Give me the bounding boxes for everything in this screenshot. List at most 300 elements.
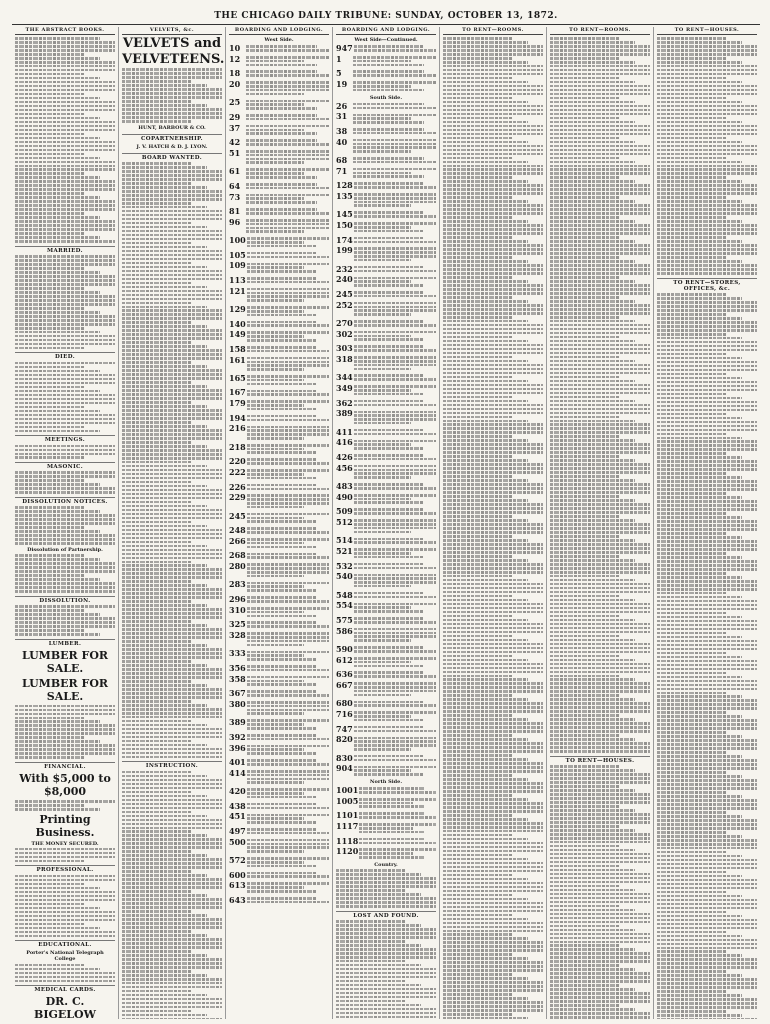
- print-line: [122, 644, 207, 647]
- print-line: [246, 219, 329, 222]
- print-line: [550, 168, 650, 171]
- print-line: [550, 408, 650, 411]
- print-line: [657, 962, 757, 965]
- print-line: [246, 227, 329, 230]
- print-line: [247, 299, 305, 302]
- print-line: [550, 571, 650, 574]
- print-line: [354, 704, 436, 707]
- print-line: [246, 143, 329, 146]
- print-line: [122, 874, 207, 877]
- print-line: [354, 349, 436, 352]
- print-line: [15, 915, 115, 918]
- print-line: [443, 451, 543, 454]
- print-line: [443, 204, 543, 207]
- print-line: [657, 49, 757, 52]
- print-line: [657, 923, 757, 926]
- print-line: [443, 208, 543, 211]
- print-line: [246, 230, 304, 233]
- print-line: [443, 117, 513, 120]
- print-line: [122, 728, 222, 731]
- print-line: [122, 910, 192, 913]
- print-line: [246, 70, 317, 73]
- listing-item: [229, 374, 329, 387]
- listing-item: [229, 261, 329, 274]
- print-line: [336, 889, 406, 892]
- print-line: [354, 182, 424, 185]
- print-line: [122, 830, 192, 833]
- print-line: [550, 137, 620, 140]
- print-line: [15, 422, 115, 425]
- print-line: [550, 547, 650, 550]
- print-line: [657, 113, 757, 116]
- print-line: [15, 283, 115, 286]
- print-line: [443, 957, 528, 960]
- print-line: [15, 69, 115, 72]
- print-line: [354, 671, 424, 674]
- print-line: [550, 769, 635, 772]
- print-line: [443, 937, 528, 940]
- print-line: [122, 417, 222, 420]
- print-line: [122, 716, 222, 719]
- print-line: [443, 882, 543, 885]
- print-line: [443, 714, 513, 717]
- print-line: [657, 1018, 757, 1019]
- print-line: [246, 81, 329, 84]
- print-line: [443, 487, 543, 490]
- print-line: [246, 60, 304, 63]
- listing-number: 280: [229, 561, 246, 572]
- listing-number: 456: [336, 462, 353, 473]
- print-line: [15, 220, 115, 223]
- print-line: [122, 333, 222, 336]
- print-line: [550, 224, 650, 227]
- listing-number: 349: [336, 383, 353, 394]
- listing-item: [229, 802, 329, 811]
- print-line: [336, 944, 421, 947]
- print-line: [122, 465, 207, 468]
- print-line: [15, 911, 115, 914]
- print-line: [657, 819, 757, 822]
- print-line: [657, 811, 727, 814]
- print-line: [443, 268, 543, 271]
- print-line: [15, 188, 115, 191]
- print-line: [122, 353, 222, 356]
- print-line: [336, 988, 436, 991]
- print-line: [443, 973, 513, 976]
- print-line: [550, 204, 650, 207]
- print-line: [443, 647, 543, 650]
- print-line: [15, 860, 85, 863]
- print-line: [122, 202, 192, 205]
- print-line: [247, 379, 305, 382]
- print-line: [443, 340, 528, 343]
- print-line: [15, 176, 100, 179]
- print-line: [443, 981, 543, 984]
- print-line: [247, 752, 317, 755]
- print-line: [122, 838, 222, 841]
- print-line: [443, 814, 513, 817]
- print-line: [550, 467, 650, 470]
- print-line: [550, 459, 635, 462]
- listing-number: 401: [229, 757, 246, 768]
- listing-item: [229, 55, 329, 68]
- listing-item: [229, 675, 329, 688]
- print-line: [354, 309, 436, 312]
- listing-number: 26: [336, 100, 348, 111]
- print-line: [247, 527, 317, 530]
- print-line: [657, 883, 757, 886]
- print-line: [550, 192, 650, 195]
- print-line: [443, 623, 543, 626]
- print-line: [354, 393, 424, 396]
- print-line: [550, 316, 620, 319]
- print-line: [657, 313, 727, 316]
- print-line: [443, 308, 543, 311]
- print-line: [354, 186, 436, 189]
- print-line: [246, 223, 329, 226]
- print-line: [354, 247, 436, 250]
- print-line: [443, 133, 543, 136]
- masthead-title: THE CHICAGO DAILY TRIBUNE: SUNDAY, OCTOBER 13, 1872.: [214, 11, 558, 21]
- print-line: [550, 686, 650, 689]
- listing-item: [336, 138, 436, 154]
- print-line: [657, 236, 727, 239]
- print-line: [657, 117, 727, 120]
- print-line: [354, 266, 424, 269]
- print-line: [15, 382, 115, 385]
- print-line: [122, 309, 222, 312]
- print-line: [15, 331, 100, 334]
- print-line: [443, 412, 543, 415]
- print-line: [443, 969, 543, 972]
- print-line: [443, 965, 543, 968]
- print-line: [122, 576, 222, 579]
- print-line: [247, 575, 305, 578]
- print-line: [657, 879, 757, 882]
- print-line: [15, 883, 85, 886]
- print-line: [354, 577, 436, 580]
- print-line: [122, 302, 192, 305]
- listing-number: 747: [336, 723, 353, 734]
- dissolution-notices-heading: DISSOLUTION NOTICES.: [15, 497, 115, 505]
- print-line: [550, 575, 620, 578]
- print-line: [246, 187, 329, 190]
- print-line: [122, 373, 222, 376]
- print-line: [657, 692, 727, 695]
- print-line: [550, 734, 620, 737]
- print-line: [15, 49, 115, 52]
- print-line: [122, 80, 192, 83]
- listing-number: 904: [336, 763, 353, 774]
- listing-number: 1101: [336, 810, 359, 821]
- print-line: [657, 212, 757, 215]
- print-line: [15, 402, 115, 405]
- print-line: [247, 484, 317, 487]
- listing-number: 179: [229, 398, 246, 409]
- print-line: [443, 874, 513, 877]
- print-line: [657, 755, 742, 758]
- print-line: [550, 69, 650, 72]
- print-line: [122, 250, 222, 253]
- print-line: [443, 312, 543, 315]
- listing-item: [336, 754, 436, 763]
- print-line: [443, 145, 543, 148]
- print-line: [15, 510, 100, 513]
- listing-item: [229, 424, 329, 440]
- print-line: [15, 426, 85, 429]
- print-line: [247, 571, 329, 574]
- print-line: [354, 711, 436, 714]
- print-line: [550, 801, 650, 804]
- print-line: [246, 118, 329, 121]
- print-line: [657, 69, 757, 72]
- print-line: [657, 381, 757, 384]
- listing-item: [336, 710, 436, 723]
- print-line: [443, 161, 528, 164]
- print-line: [550, 877, 650, 880]
- print-line: [443, 316, 513, 319]
- print-line: [336, 1004, 421, 1007]
- print-line: [443, 356, 513, 359]
- print-line: [122, 381, 192, 384]
- print-line: [443, 471, 543, 474]
- print-line: [657, 632, 727, 635]
- print-line: [353, 175, 424, 178]
- print-line: [246, 45, 317, 48]
- print-line: [354, 523, 436, 526]
- print-line: [657, 184, 757, 187]
- print-line: [657, 65, 757, 68]
- print-line: [657, 172, 757, 175]
- print-line: [15, 582, 115, 585]
- print-line: [122, 190, 222, 193]
- print-line: [443, 806, 543, 809]
- print-line: [15, 752, 115, 755]
- print-line: [247, 437, 305, 440]
- print-line: [354, 715, 412, 718]
- print-line: [15, 168, 115, 171]
- listing-item: [229, 414, 329, 423]
- print-line: [550, 240, 635, 243]
- listing-number: 232: [336, 263, 353, 274]
- print-line: [354, 596, 436, 599]
- print-line: [657, 417, 742, 420]
- print-line: [443, 702, 543, 705]
- print-line: [122, 827, 222, 830]
- print-line: [15, 192, 85, 195]
- print-line: [122, 878, 222, 881]
- print-line: [122, 489, 222, 492]
- print-line: [443, 890, 543, 893]
- print-line: [443, 531, 543, 534]
- print-line: [247, 400, 329, 403]
- print-line: [122, 954, 207, 957]
- print-line: [122, 628, 222, 631]
- print-line: [550, 956, 650, 959]
- print-line: [657, 552, 727, 555]
- print-line: [443, 1017, 528, 1019]
- listing-number: 426: [336, 451, 353, 462]
- print-line: [443, 360, 528, 363]
- print-line: [550, 1008, 635, 1011]
- print-line: [443, 483, 543, 486]
- listing-number: 548: [336, 589, 353, 600]
- print-line: [354, 458, 436, 461]
- listing-item: [336, 507, 436, 516]
- print-line: [443, 256, 513, 259]
- print-line: [550, 929, 635, 932]
- print-line: [122, 970, 192, 973]
- print-line: [443, 599, 528, 602]
- listing-item: [229, 124, 329, 137]
- listing-number: 509: [336, 506, 353, 517]
- lumber-for-sale-1: LUMBER FOR SALE.: [21, 648, 109, 675]
- listing-item: [336, 681, 436, 697]
- print-line: [122, 361, 192, 364]
- print-line: [550, 793, 650, 796]
- print-line: [353, 56, 436, 59]
- print-line: [353, 143, 436, 146]
- listing-item: [336, 453, 436, 462]
- print-line: [550, 551, 650, 554]
- print-line: [246, 208, 317, 211]
- print-line: [657, 600, 757, 603]
- listing-item: [229, 827, 329, 836]
- print-line: [122, 186, 207, 189]
- print-line: [247, 676, 329, 679]
- print-line: [15, 196, 100, 199]
- print-line: [443, 157, 513, 160]
- print-line: [122, 846, 222, 849]
- print-line: [550, 1012, 650, 1015]
- print-line: [247, 419, 329, 422]
- print-line: [122, 104, 207, 107]
- print-line: [354, 320, 424, 323]
- print-line: [122, 397, 222, 400]
- print-line: [15, 319, 115, 322]
- print-line: [657, 767, 757, 770]
- print-line: [443, 782, 543, 785]
- print-line: [122, 978, 222, 981]
- listing-item: [229, 457, 329, 466]
- listing-number: 121: [229, 285, 246, 296]
- print-line: [354, 498, 412, 501]
- print-line: [247, 383, 317, 386]
- print-line: [122, 756, 222, 759]
- print-line: [354, 548, 436, 551]
- print-line: [443, 1009, 543, 1012]
- print-line: [550, 555, 620, 558]
- print-line: [122, 537, 222, 540]
- column-7-header: TO RENT—HOUSES.: [657, 27, 757, 35]
- print-line: [122, 473, 222, 476]
- column-3: [226, 27, 333, 1019]
- print-line: [15, 976, 115, 979]
- print-line: [657, 974, 742, 977]
- listing-number: 140: [229, 318, 246, 329]
- listing-number: 358: [229, 673, 246, 684]
- print-line: [550, 109, 650, 112]
- print-line: [246, 183, 317, 186]
- listing-item: [229, 620, 329, 629]
- print-line: [443, 37, 513, 40]
- print-line: [657, 719, 757, 722]
- print-line: [247, 712, 305, 715]
- print-line: [550, 921, 650, 924]
- print-line: [443, 392, 543, 395]
- print-line: [657, 373, 727, 376]
- print-line: [15, 394, 115, 397]
- print-line: [353, 64, 424, 67]
- print-line: [657, 715, 742, 718]
- print-line: [550, 511, 650, 514]
- print-line: [15, 406, 85, 409]
- print-line: [122, 493, 222, 496]
- print-line: [443, 671, 543, 674]
- print-line: [247, 237, 329, 240]
- print-line: [657, 165, 757, 168]
- print-line: [122, 553, 222, 556]
- listing-item: [336, 591, 436, 600]
- listing-number: 165: [229, 372, 246, 383]
- print-line: [122, 1010, 192, 1013]
- print-line: [443, 292, 543, 295]
- print-line: [657, 759, 757, 762]
- listing-number: 10: [229, 43, 241, 53]
- listing-item: [229, 733, 329, 742]
- listing-item: [229, 320, 329, 329]
- print-line: [247, 774, 329, 777]
- print-line: [15, 449, 115, 452]
- print-line: [550, 706, 650, 709]
- print-line: [657, 345, 757, 348]
- listing-item: [229, 207, 329, 216]
- listing-number: 252: [336, 299, 353, 310]
- print-line: [354, 574, 436, 577]
- listing-item: [229, 113, 329, 122]
- print-line: [657, 512, 727, 515]
- stores-offices-heading: TO RENT—STORES, OFFICES, &c.: [657, 278, 757, 292]
- print-line: [15, 479, 85, 482]
- print-line: [15, 180, 115, 183]
- print-line: [247, 517, 305, 520]
- print-line: [359, 827, 413, 830]
- print-line: [354, 592, 424, 595]
- print-line: [122, 194, 222, 197]
- listing-item: [229, 193, 329, 206]
- print-line: [657, 325, 757, 328]
- print-line: [247, 331, 329, 334]
- print-line: [657, 377, 742, 380]
- print-line: [247, 865, 317, 868]
- print-line: [443, 611, 543, 614]
- print-line: [15, 445, 115, 448]
- print-line: [550, 698, 635, 701]
- print-line: [443, 1005, 543, 1008]
- velvets-title: VELVETS and: [122, 36, 222, 51]
- listing-item: [336, 275, 436, 288]
- print-line: [443, 388, 543, 391]
- listing-number: 199: [336, 245, 353, 256]
- print-line: [15, 875, 115, 878]
- print-line: [15, 137, 100, 140]
- print-line: [550, 447, 650, 450]
- listing-number: 229: [229, 492, 246, 503]
- print-line: [15, 562, 115, 565]
- print-line: [353, 168, 436, 171]
- medical-cards-heading: MEDICAL CARDS.: [15, 985, 115, 993]
- print-line: [657, 636, 742, 639]
